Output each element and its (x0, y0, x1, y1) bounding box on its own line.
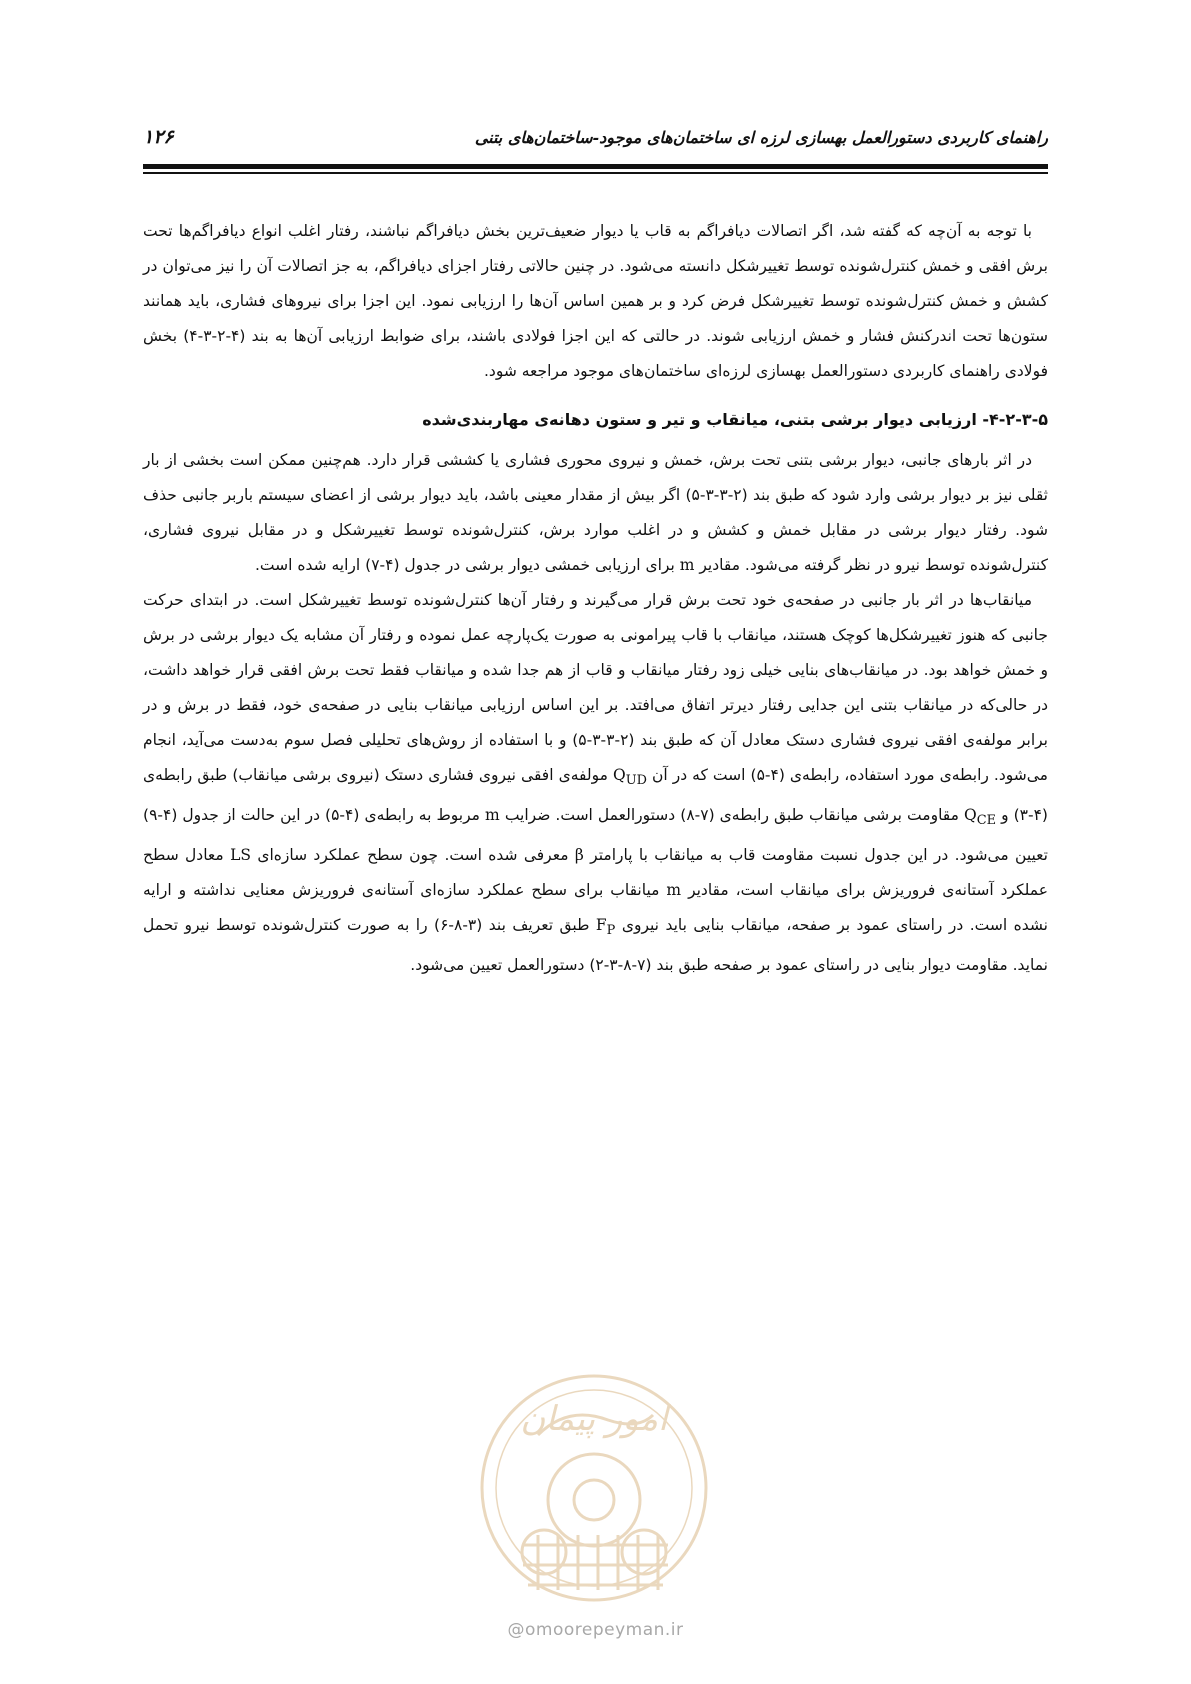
text-run: معادل سطح عملکرد آستانه‌ی فروریزش برای میانقاب است، مقادیر (143, 846, 1048, 900)
page-body (143, 214, 1048, 983)
text-run: مقاومت برشی میانقاب طبق رابطه‌ی (۷-۸) دستورالعمل است. ضرایب (504, 806, 959, 825)
page-header (143, 118, 1048, 158)
text-run: در اثر بارهای جانبی، دیوار برشی بتنی تحت برش، خمش و نیروی محوری فشاری یا کششی قرار دارد. هم‌چنین ممکن است بخشی از بار ثقلی نیز بر دیوار برشی وارد شود که طبق بند (۲-۳-۳-۵) اگر بیش از مقدار معینی باشد، باید دیوار برشی از اعضای سیستم باربر جانبی حذف شود. رفتار دیوار برشی در مقابل خمش و کشش و در اغلب موارد برش، کنترل‌شونده توسط تغییرشکل و در مقابل نیروی فشاری، کنترل‌شونده توسط نیرو در نظر گرفته می‌شود. مقادیر (143, 451, 1048, 574)
symbol-q-ud (612, 766, 647, 789)
text-run: مولفه‌ی افقی نیروی فشاری دستک (نیروی برشی میانقاب) طبق رابطه‌ی (۴-۳) و (143, 766, 1048, 825)
watermark-logo-text: امور پیمان (520, 1399, 668, 1439)
text-run: میانقاب‌ها در اثر بار جانبی در صفحه‌ی خود تحت برش قرار می‌گیرند و رفتار آن‌ها کنترل‌شونده توسط تغییرشکل است. در ابتدای حرکت جانبی که هنوز تغییرشکل‌ها کوچک هستند، میانقاب با قاب پیرامونی به صورت یک‌پارچه عمل نموده و رفتار آن مشابه یک دیوار برشی در برش و خمش خواهد بود. در میانقاب‌های بنایی خیلی زود رفتار میانقاب و قاب از هم جدا شده و میانقاب فقط تحت برش افقی قرار خواهد داشت، در حالی‌که در میانقاب بتنی این جدایی رفتار دیرتر اتفاق می‌افتد. بر این اساس ارزیابی میانقاب بنایی در صفحه‌ی خود، فقط در برش و در برابر مولفه‌ی افقی نیروی فشاری دستک معادل آن که طبق بند (۲-۳-۳-۵) و با استفاده از روش‌های تحلیلی فصل سوم به‌دست می‌آید، انجام می‌شود. رابطه‌ی مورد استفاده، رابطه‌ی (۴-۵) است که در آن (143, 591, 1048, 784)
symbol-subscript: UD (625, 773, 647, 789)
symbol-base: Q (612, 766, 626, 784)
symbol-m: m (485, 806, 500, 825)
symbol-m: m (666, 881, 682, 900)
symbol-subscript: P (606, 923, 616, 939)
paragraph-diaphragm: با توجه به آن‌چه که گفته شد، اگر اتصالات دیافراگم به قاب یا دیوار ضعیف‌ترین بخش دیافراگم نباشند، رفتار اغلب انواع دیافراگم‌ها تحت برش افقی و خمش کنترل‌شونده توسط تغییرشکل دانسته می‌شود. در چنین حالاتی رفتار اجزای دیافراگم، به جز اتصالات آن را نیز می‌توان در کشش و خمش کنترل‌شونده توسط تغییرشکل فرض کرد و بر همین اساس آن‌ها را ارزیابی نمود. این اجزا برای نیروهای فشاری، باید همانند ستون‌ها تحت اندرکنش فشار و خمش ارزیابی شوند. در حالتی که این اجزا فولادی باشند، برای ضوابط ارزیابی آن‌ها به بند (۴-۲-۳-۴) بخش فولادی راهنمای کاربردی دستورالعمل بهسازی لرزه‌ای ساختمان‌های موجود مراجعه شود. (143, 222, 1048, 380)
header-rule-thin (143, 172, 1048, 174)
text-run: طبق تعریف بند (۳-۸-۶) را به صورت کنترل‌شونده توسط نیرو تحمل نماید. مقاومت دیوار بنایی در راستای عمود بر صفحه طبق بند (۷-۸-۳-۲) دستورالعمل تعیین می‌شود. (143, 916, 1048, 975)
running-title: راهنمای کاربردی دستورالعمل بهسازی لرزه ای ساختمان‌های موجود-ساختمان‌های بتنی (474, 128, 1048, 147)
symbol-fp (595, 916, 616, 939)
symbol-subscript: CE (976, 813, 997, 829)
gear-seal-logo-icon (468, 1360, 720, 1615)
text-run: مربوط به رابطه‌ی (۴-۵) در این حالت از جدول (۴-۹) تعیین می‌شود. در این جدول نسبت مقاومت قاب به میانقاب با پارامتر (143, 806, 1048, 865)
symbol-m: m (679, 556, 695, 574)
paragraph-infill (143, 583, 1048, 983)
symbol-ls: LS (230, 846, 251, 865)
text-run: برای ارزیابی خمشی دیوار برشی در جدول (۴-۷) ارایه شده است. (254, 556, 675, 574)
page-number: ۱۲۶ (143, 126, 174, 148)
symbol-base: F (595, 916, 607, 935)
watermark-url (0, 1620, 1191, 1640)
symbol-q-ce (964, 806, 997, 829)
symbol-base: Q (964, 806, 977, 825)
at-icon: @ (507, 1620, 525, 1640)
symbol-beta: β (574, 846, 584, 865)
section-heading: ۴-۲-۳-۵- ارزیابی دیوار برشی بتنی، میانقاب و تیر و ستون دهانه‌ی مهاربندی‌شده (422, 410, 1048, 429)
text-run: میانقاب برای سطح عملکرد سازه‌ای آستانه‌ی فروریزش معنایی نداشته و ارایه نشده است. در راستای عمود بر صفحه، میانقاب بنایی باید نیروی (143, 881, 1048, 935)
header-rule-thick (143, 164, 1048, 169)
text-run: معرفی شده است. چون سطح عملکرد سازه‌ای (257, 846, 569, 865)
watermark-url-text: omoorepeyman.ir (524, 1620, 684, 1640)
paragraph-shear-wall (143, 443, 1048, 583)
